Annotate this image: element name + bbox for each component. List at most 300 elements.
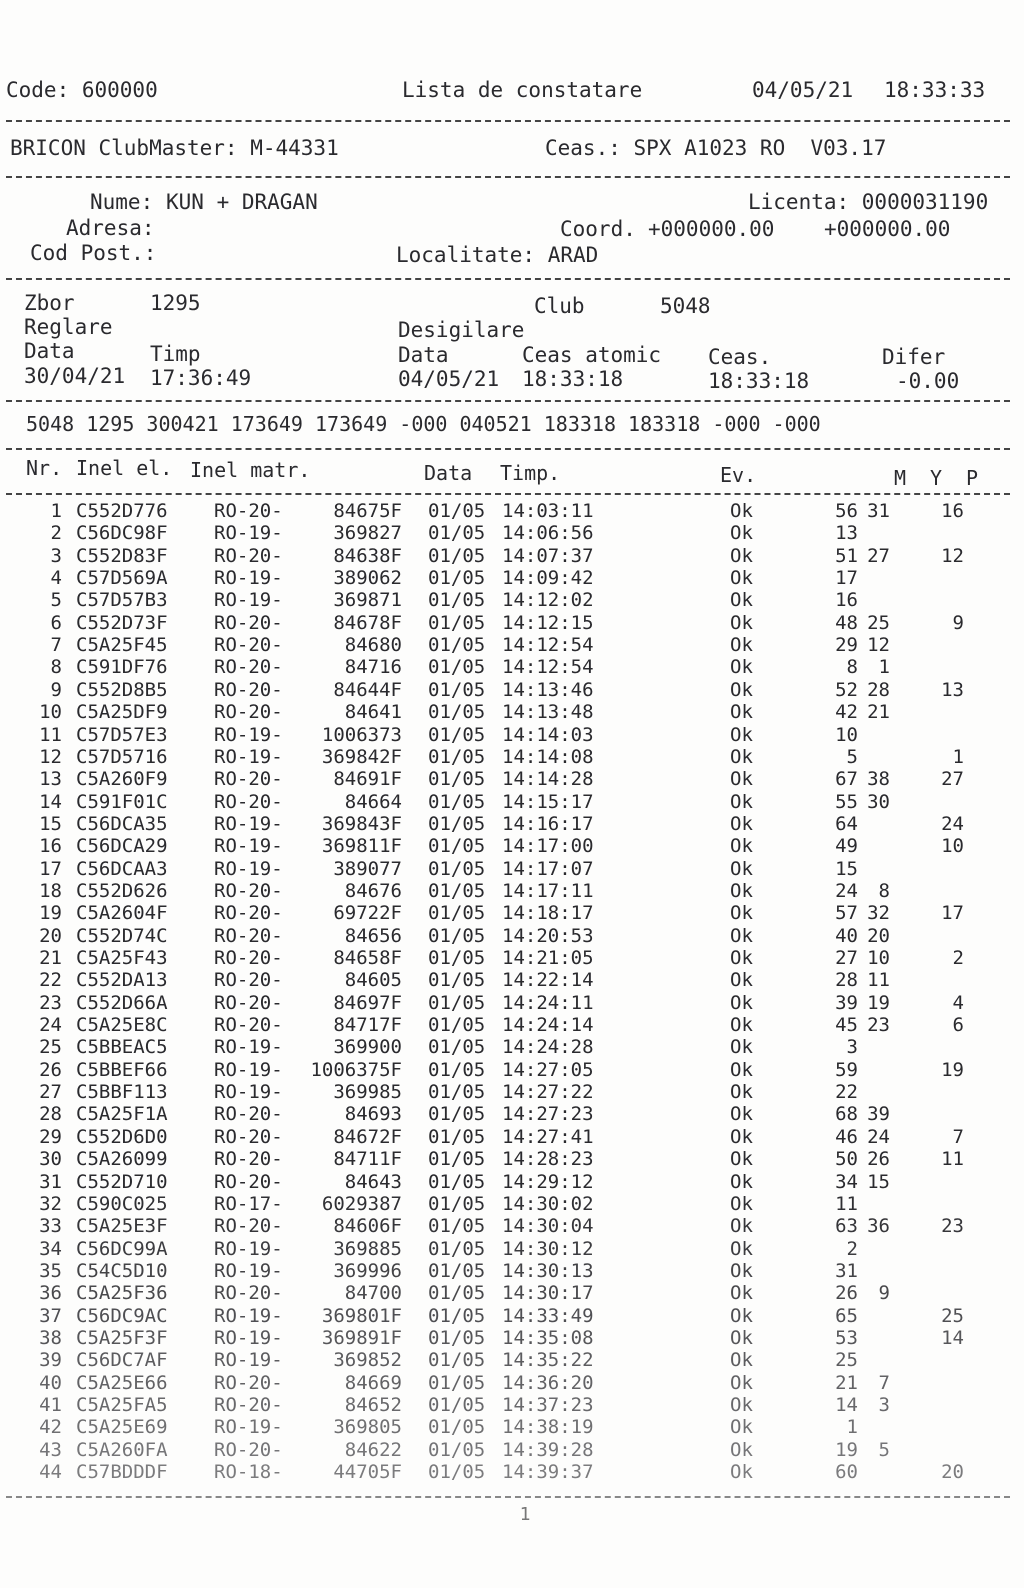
m-value: 40 xyxy=(835,924,858,947)
arrival-date: 01/05 xyxy=(428,723,486,746)
divider xyxy=(6,120,1010,122)
y-value: 11 xyxy=(867,969,890,992)
table-row xyxy=(0,1439,1024,1461)
arrival-date: 01/05 xyxy=(428,1237,486,1260)
row-number: 28 xyxy=(39,1103,62,1126)
ring-number: 369996 xyxy=(333,1259,402,1282)
event-status: Ok xyxy=(730,701,753,724)
ring-prefix: RO-19- xyxy=(214,1259,283,1282)
arrival-time: 14:20:53 xyxy=(502,924,594,947)
arrival-time: 14:30:13 xyxy=(502,1259,594,1282)
ring-number: 369811F xyxy=(321,835,402,858)
table-row xyxy=(0,1238,1024,1260)
table-row xyxy=(0,1014,1024,1036)
electronic-ring: C552D66A xyxy=(76,991,168,1014)
license-value: Licenta: 0000031190 xyxy=(748,190,989,214)
m-value: 50 xyxy=(835,1148,858,1171)
p-value: 23 xyxy=(941,1215,964,1238)
table-row xyxy=(0,902,1024,924)
arrival-time: 14:17:07 xyxy=(502,857,594,880)
row-number: 27 xyxy=(39,1081,62,1104)
y-value: 24 xyxy=(867,1125,890,1148)
ring-prefix: RO-19- xyxy=(214,745,283,768)
arrival-date: 01/05 xyxy=(428,1259,486,1282)
ring-prefix: RO-20- xyxy=(214,701,283,724)
electronic-ring: C56DC98F xyxy=(76,522,168,545)
ring-prefix: RO-19- xyxy=(214,857,283,880)
address-label: Adresa: xyxy=(66,216,155,240)
p-value: 19 xyxy=(941,1058,964,1081)
arrival-date: 01/05 xyxy=(428,1371,486,1394)
ring-prefix: RO-19- xyxy=(214,835,283,858)
event-status: Ok xyxy=(730,1014,753,1037)
m-value: 56 xyxy=(835,500,858,522)
row-number: 22 xyxy=(39,969,62,992)
ring-number: 84664 xyxy=(344,790,402,813)
arrival-time: 14:13:48 xyxy=(502,701,594,724)
summary-line: 5048 1295 300421 173649 173649 -000 040521 183318 183318 -000 -000 xyxy=(26,412,821,436)
ring-prefix: RO-19- xyxy=(214,1058,283,1081)
row-number: 23 xyxy=(39,991,62,1014)
table-row xyxy=(0,701,1024,723)
m-value: 57 xyxy=(835,902,858,925)
row-number: 12 xyxy=(39,745,62,768)
divider xyxy=(6,448,1010,450)
table-row xyxy=(0,1372,1024,1394)
ring-number: 84700 xyxy=(344,1282,402,1305)
row-number: 26 xyxy=(39,1058,62,1081)
m-value: 29 xyxy=(835,634,858,657)
arrival-time: 14:09:42 xyxy=(502,567,594,590)
ring-prefix: RO-20- xyxy=(214,1148,283,1171)
m-value: 10 xyxy=(835,723,858,746)
m-value: 34 xyxy=(835,1170,858,1193)
ring-number: 369900 xyxy=(333,1036,402,1059)
y-value: 8 xyxy=(878,879,890,902)
event-status: Ok xyxy=(730,1215,753,1238)
header-time: 18:33:33 xyxy=(884,78,986,102)
event-status: Ok xyxy=(730,522,753,545)
y-value: 21 xyxy=(867,701,890,724)
event-status: Ok xyxy=(730,1125,753,1148)
arrival-date: 01/05 xyxy=(428,924,486,947)
electronic-ring: C552D8B5 xyxy=(76,678,168,701)
electronic-ring: C590C025 xyxy=(76,1192,168,1215)
row-number: 7 xyxy=(50,634,62,657)
ring-number: 84641 xyxy=(344,701,402,724)
col-date: Data xyxy=(424,461,473,485)
table-row xyxy=(0,813,1024,835)
electronic-ring: C591F01C xyxy=(76,790,168,813)
event-status: Ok xyxy=(730,902,753,925)
y-value: 9 xyxy=(878,1282,890,1305)
table-row xyxy=(0,1327,1024,1349)
ring-number: 6029387 xyxy=(321,1192,402,1215)
event-status: Ok xyxy=(730,1058,753,1081)
row-number: 41 xyxy=(39,1394,62,1416)
ring-number: 84658F xyxy=(333,947,402,969)
m-value: 53 xyxy=(835,1326,858,1349)
table-row xyxy=(0,947,1024,969)
electronic-ring: C5BBEF66 xyxy=(76,1058,168,1081)
m-value: 26 xyxy=(835,1282,858,1305)
arrival-time: 14:14:03 xyxy=(502,723,594,746)
p-value: 4 xyxy=(952,991,964,1014)
m-value: 63 xyxy=(835,1215,858,1238)
p-value: 12 xyxy=(941,544,964,567)
row-number: 25 xyxy=(39,1036,62,1059)
arrival-time: 14:22:14 xyxy=(502,969,594,992)
electronic-ring: C552D776 xyxy=(76,500,168,522)
electronic-ring: C54C5D10 xyxy=(76,1259,168,1282)
event-status: Ok xyxy=(730,1416,753,1439)
electronic-ring: C552D74C xyxy=(76,924,168,947)
row-number: 39 xyxy=(39,1349,62,1372)
electronic-ring: C5A260F9 xyxy=(76,768,168,791)
y-value: 12 xyxy=(867,634,890,657)
event-status: Ok xyxy=(730,1371,753,1394)
electronic-ring: C5A25FA5 xyxy=(76,1394,168,1416)
ring-number: 369891F xyxy=(321,1326,402,1349)
event-status: Ok xyxy=(730,1282,753,1305)
ring-number: 84691F xyxy=(333,768,402,791)
event-status: Ok xyxy=(730,1259,753,1282)
arrival-date: 01/05 xyxy=(428,1215,486,1238)
row-number: 2 xyxy=(50,522,62,545)
row-number: 38 xyxy=(39,1326,62,1349)
ring-prefix: RO-20- xyxy=(214,947,283,969)
ring-number: 84717F xyxy=(333,1014,402,1037)
ring-prefix: RO-20- xyxy=(214,1371,283,1394)
arrival-date: 01/05 xyxy=(428,1304,486,1327)
p-value: 9 xyxy=(952,611,964,634)
ring-prefix: RO-20- xyxy=(214,1125,283,1148)
ring-number: 84606F xyxy=(333,1215,402,1238)
electronic-ring: C56DCA35 xyxy=(76,812,168,835)
table-row xyxy=(0,1349,1024,1371)
arrival-time: 14:27:05 xyxy=(502,1058,594,1081)
ring-number: 84638F xyxy=(333,544,402,567)
arrival-date: 01/05 xyxy=(428,656,486,679)
event-status: Ok xyxy=(730,1304,753,1327)
electronic-ring: C552D83F xyxy=(76,544,168,567)
electronic-ring: C57D569A xyxy=(76,567,168,590)
table-row xyxy=(0,634,1024,656)
open-data-label: Data xyxy=(398,343,449,367)
ring-number: 369843F xyxy=(321,812,402,835)
arrival-date: 01/05 xyxy=(428,835,486,858)
ring-number: 1006375F xyxy=(310,1058,402,1081)
event-status: Ok xyxy=(730,1349,753,1372)
ring-number: 84678F xyxy=(333,611,402,634)
arrival-time: 14:03:11 xyxy=(502,500,594,522)
club-label: Club xyxy=(534,294,585,318)
set-data-label: Data xyxy=(24,339,75,363)
col-ev: Ev. xyxy=(720,463,757,487)
ring-prefix: RO-20- xyxy=(214,1282,283,1305)
row-number: 10 xyxy=(39,701,62,724)
ring-number: 84622 xyxy=(344,1438,402,1461)
table-row xyxy=(0,1103,1024,1125)
arrival-date: 01/05 xyxy=(428,1416,486,1439)
electronic-ring: C5A25F43 xyxy=(76,947,168,969)
ring-number: 369871 xyxy=(333,589,402,612)
ring-prefix: RO-19- xyxy=(214,1081,283,1104)
zbor-label: Zbor xyxy=(24,291,75,315)
table-row xyxy=(0,612,1024,634)
y-value: 1 xyxy=(878,656,890,679)
electronic-ring: C552D710 xyxy=(76,1170,168,1193)
arrival-time: 14:16:17 xyxy=(502,812,594,835)
arrival-date: 01/05 xyxy=(428,991,486,1014)
row-number: 33 xyxy=(39,1215,62,1238)
p-value: 27 xyxy=(941,768,964,791)
divider xyxy=(6,400,1010,402)
document-title: Lista de constatare xyxy=(402,78,643,102)
row-number: 3 xyxy=(50,544,62,567)
arrival-date: 01/05 xyxy=(428,812,486,835)
desigilare-label: Desigilare xyxy=(398,318,525,342)
event-status: Ok xyxy=(730,1438,753,1461)
table-row xyxy=(0,1171,1024,1193)
table-row xyxy=(0,1394,1024,1416)
ring-number: 369985 xyxy=(333,1081,402,1104)
m-value: 28 xyxy=(835,969,858,992)
arrival-date: 01/05 xyxy=(428,1148,486,1171)
arrival-date: 01/05 xyxy=(428,947,486,969)
electronic-ring: C5BBEAC5 xyxy=(76,1036,168,1059)
table-row xyxy=(0,1305,1024,1327)
m-value: 17 xyxy=(835,567,858,590)
arrival-time: 14:38:19 xyxy=(502,1416,594,1439)
arrival-time: 14:06:56 xyxy=(502,522,594,545)
arrival-time: 14:18:17 xyxy=(502,902,594,925)
event-status: Ok xyxy=(730,1394,753,1416)
row-number: 31 xyxy=(39,1170,62,1193)
arrival-date: 01/05 xyxy=(428,634,486,657)
arrival-date: 01/05 xyxy=(428,1081,486,1104)
col-p: P xyxy=(966,466,979,490)
event-status: Ok xyxy=(730,1237,753,1260)
difer-value: -0.00 xyxy=(896,369,960,393)
col-ring-mat: Inel matr. xyxy=(190,458,311,482)
row-number: 35 xyxy=(39,1259,62,1282)
ring-prefix: RO-20- xyxy=(214,634,283,657)
coord-y: +000000.00 xyxy=(824,217,951,241)
event-status: Ok xyxy=(730,812,753,835)
ring-prefix: RO-18- xyxy=(214,1461,283,1484)
ring-prefix: RO-19- xyxy=(214,723,283,746)
locality-value: Localitate: ARAD xyxy=(396,243,599,267)
reglare-label: Reglare xyxy=(24,315,113,339)
electronic-ring: C5A25F3F xyxy=(76,1326,168,1349)
event-status: Ok xyxy=(730,924,753,947)
ring-number: 369842F xyxy=(321,745,402,768)
ring-prefix: RO-19- xyxy=(214,1304,283,1327)
ring-number: 84675F xyxy=(333,500,402,522)
row-number: 34 xyxy=(39,1237,62,1260)
arrival-time: 14:29:12 xyxy=(502,1170,594,1193)
ring-prefix: RO-19- xyxy=(214,589,283,612)
m-value: 67 xyxy=(835,768,858,791)
arrival-date: 01/05 xyxy=(428,1058,486,1081)
ring-prefix: RO-20- xyxy=(214,656,283,679)
arrival-date: 01/05 xyxy=(428,745,486,768)
arrival-date: 01/05 xyxy=(428,1170,486,1193)
ring-number: 1006373 xyxy=(321,723,402,746)
table-row xyxy=(0,858,1024,880)
table-row xyxy=(0,1081,1024,1103)
y-value: 31 xyxy=(867,500,890,522)
arrival-time: 14:12:02 xyxy=(502,589,594,612)
arrival-time: 14:17:11 xyxy=(502,879,594,902)
ring-number: 84644F xyxy=(333,678,402,701)
col-nr: Nr. xyxy=(26,456,63,480)
y-value: 32 xyxy=(867,902,890,925)
row-number: 30 xyxy=(39,1148,62,1171)
arrival-date: 01/05 xyxy=(428,1036,486,1059)
ring-prefix: RO-20- xyxy=(214,1103,283,1126)
event-status: Ok xyxy=(730,1170,753,1193)
arrival-time: 14:24:28 xyxy=(502,1036,594,1059)
y-value: 39 xyxy=(867,1103,890,1126)
open-atomic-value: 18:33:18 xyxy=(522,367,624,391)
table-row xyxy=(0,992,1024,1014)
arrival-time: 14:12:54 xyxy=(502,656,594,679)
electronic-ring: C591DF76 xyxy=(76,656,168,679)
coord-label: Coord. xyxy=(560,217,636,241)
event-status: Ok xyxy=(730,723,753,746)
row-number: 24 xyxy=(39,1014,62,1037)
ring-prefix: RO-19- xyxy=(214,812,283,835)
arrival-time: 14:24:14 xyxy=(502,1014,594,1037)
divider xyxy=(6,1496,1010,1498)
ring-prefix: RO-20- xyxy=(214,1394,283,1416)
y-value: 27 xyxy=(867,544,890,567)
ring-prefix: RO-20- xyxy=(214,991,283,1014)
ring-number: 84680 xyxy=(344,634,402,657)
m-value: 8 xyxy=(846,656,858,679)
p-value: 17 xyxy=(941,902,964,925)
arrival-date: 01/05 xyxy=(428,1394,486,1416)
arrival-date: 01/05 xyxy=(428,969,486,992)
y-value: 3 xyxy=(878,1394,890,1416)
m-value: 55 xyxy=(835,790,858,813)
electronic-ring: C552D6D0 xyxy=(76,1125,168,1148)
y-value: 38 xyxy=(867,768,890,791)
arrival-time: 14:28:23 xyxy=(502,1148,594,1171)
ring-prefix: RO-19- xyxy=(214,522,283,545)
event-status: Ok xyxy=(730,1036,753,1059)
set-time-label: Timp xyxy=(150,342,201,366)
event-status: Ok xyxy=(730,879,753,902)
table-row xyxy=(0,679,1024,701)
open-date-value: 04/05/21 xyxy=(398,367,500,391)
event-status: Ok xyxy=(730,678,753,701)
arrival-date: 01/05 xyxy=(428,544,486,567)
table-row xyxy=(0,835,1024,857)
event-status: Ok xyxy=(730,589,753,612)
y-value: 30 xyxy=(867,790,890,813)
table-row xyxy=(0,500,1024,522)
m-value: 19 xyxy=(835,1438,858,1461)
ring-prefix: RO-17- xyxy=(214,1192,283,1215)
m-value: 3 xyxy=(846,1036,858,1059)
table-row xyxy=(0,1148,1024,1170)
electronic-ring: C56DC99A xyxy=(76,1237,168,1260)
row-number: 5 xyxy=(50,589,62,612)
ring-prefix: RO-20- xyxy=(214,902,283,925)
row-number: 37 xyxy=(39,1304,62,1327)
arrival-time: 14:36:20 xyxy=(502,1371,594,1394)
m-value: 51 xyxy=(835,544,858,567)
event-status: Ok xyxy=(730,1148,753,1171)
arrival-date: 01/05 xyxy=(428,500,486,522)
arrival-time: 14:37:23 xyxy=(502,1394,594,1416)
arrival-time: 14:15:17 xyxy=(502,790,594,813)
electronic-ring: C57D57B3 xyxy=(76,589,168,612)
m-value: 5 xyxy=(846,745,858,768)
ring-prefix: RO-20- xyxy=(214,1438,283,1461)
ring-prefix: RO-20- xyxy=(214,924,283,947)
arrival-time: 14:21:05 xyxy=(502,947,594,969)
electronic-ring: C5A25F36 xyxy=(76,1282,168,1305)
ring-number: 369801F xyxy=(321,1304,402,1327)
ring-number: 44705F xyxy=(333,1461,402,1484)
p-value: 6 xyxy=(952,1014,964,1037)
electronic-ring: C5A25F45 xyxy=(76,634,168,657)
table-row xyxy=(0,1461,1024,1483)
postcode-label: Cod Post.: xyxy=(30,241,157,265)
m-value: 22 xyxy=(835,1081,858,1104)
electronic-ring: C552D73F xyxy=(76,611,168,634)
arrival-time: 14:14:28 xyxy=(502,768,594,791)
arrival-date: 01/05 xyxy=(428,1461,486,1484)
ring-number: 369827 xyxy=(333,522,402,545)
event-status: Ok xyxy=(730,768,753,791)
ring-number: 69722F xyxy=(333,902,402,925)
p-value: 16 xyxy=(941,500,964,522)
electronic-ring: C552D626 xyxy=(76,879,168,902)
arrival-date: 01/05 xyxy=(428,790,486,813)
y-value: 28 xyxy=(867,678,890,701)
electronic-ring: C5A25DF9 xyxy=(76,701,168,724)
code-label: Code: 600000 xyxy=(6,78,158,102)
ring-number: 389062 xyxy=(333,567,402,590)
ring-number: 84672F xyxy=(333,1125,402,1148)
arrival-time: 14:35:08 xyxy=(502,1326,594,1349)
name-label: Nume: xyxy=(90,190,154,214)
table-row xyxy=(0,1126,1024,1148)
row-number: 40 xyxy=(39,1371,62,1394)
table-row xyxy=(0,1416,1024,1438)
y-value: 36 xyxy=(867,1215,890,1238)
ring-number: 84711F xyxy=(333,1148,402,1171)
m-value: 68 xyxy=(835,1103,858,1126)
table-row xyxy=(0,522,1024,544)
event-status: Ok xyxy=(730,611,753,634)
arrival-date: 01/05 xyxy=(428,879,486,902)
ring-prefix: RO-19- xyxy=(214,1237,283,1260)
row-number: 15 xyxy=(39,812,62,835)
p-value: 24 xyxy=(941,812,964,835)
arrival-date: 01/05 xyxy=(428,611,486,634)
row-number: 16 xyxy=(39,835,62,858)
ring-prefix: RO-20- xyxy=(214,500,283,522)
y-value: 23 xyxy=(867,1014,890,1037)
arrival-date: 01/05 xyxy=(428,678,486,701)
ring-prefix: RO-20- xyxy=(214,969,283,992)
